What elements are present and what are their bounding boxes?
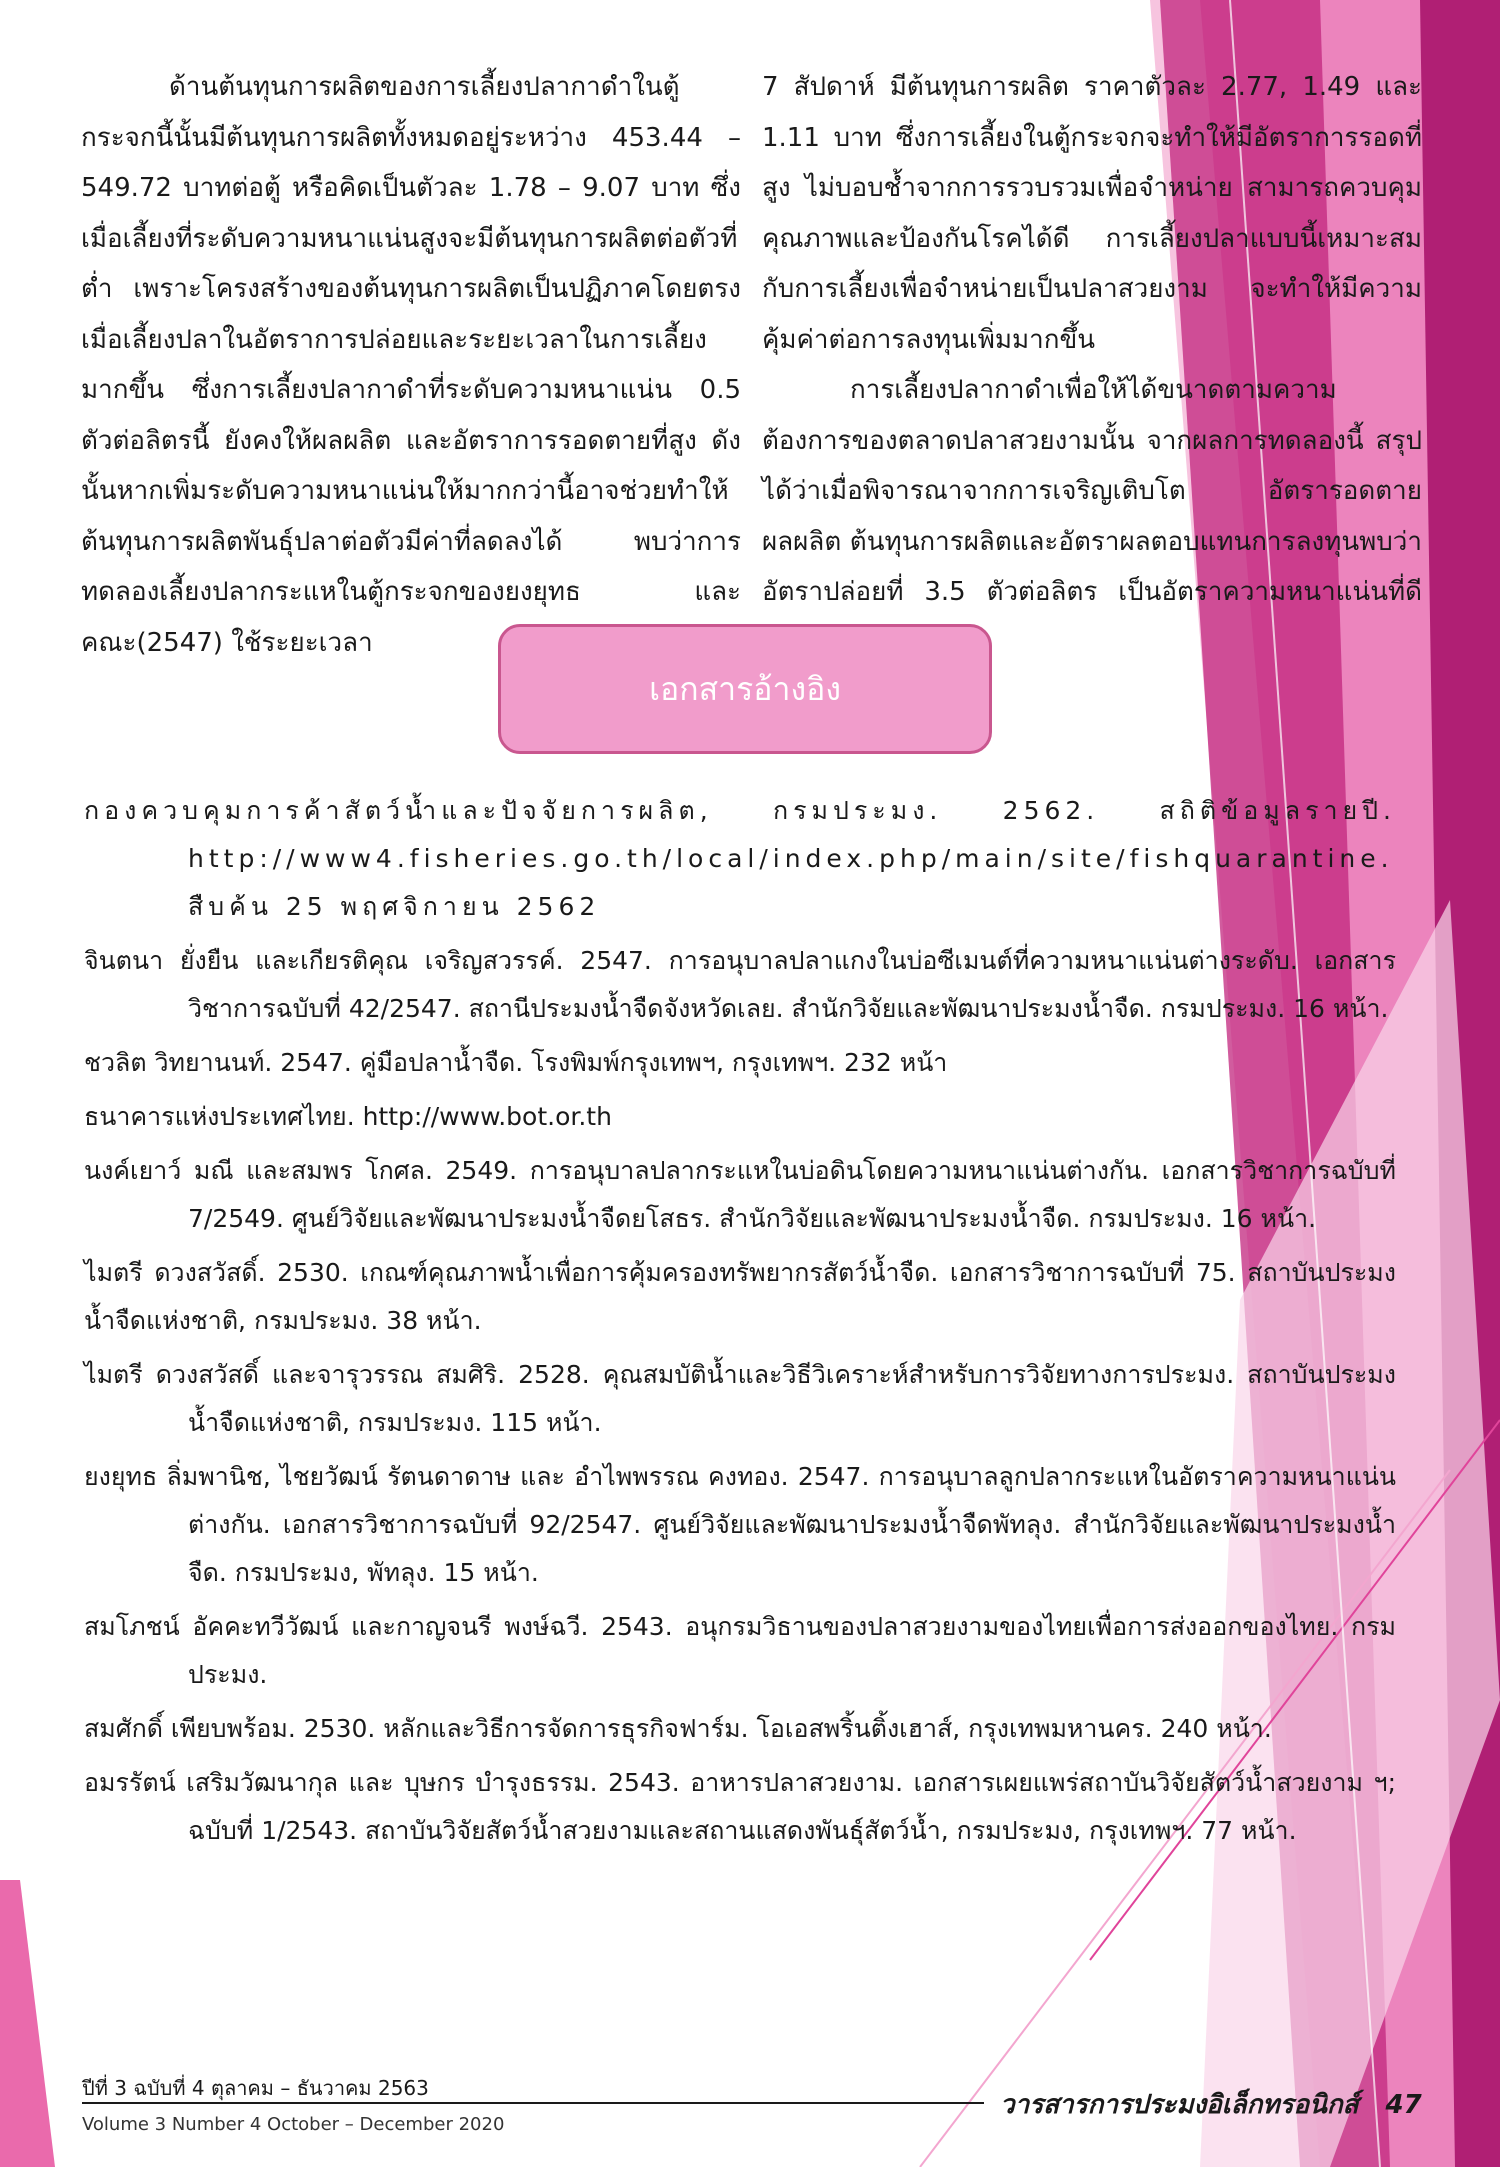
- reference-item: ชวลิต วิทยานนท์. 2547. คู่มือปลาน้ำจืด. โรงพิมพ์กรุงเทพฯ, กรุงเทพฯ. 232 หน้า: [84, 1048, 948, 1077]
- reference-item: สมศักดิ์ เพียบพร้อม. 2530. หลักและวิธีการจัดการธุรกิจฟาร์ม. โอเอสพริ้นติ้งเฮาส์, กรุงเทพมหานคร. 240 หน้า.: [84, 1714, 1272, 1743]
- reference-item: ไมตรี ดวงสวัสดิ์ และจารุวรรณ สมศิริ. 2528. คุณสมบัติน้ำและวิธีวิเคราะห์สำหรับการวิจัยทางการประมง. สถาบันประมงน้ำจืดแห่งชาติ, กรมประมง. 115 หน้า.: [84, 1360, 1396, 1437]
- paragraph: 7 สัปดาห์ มีต้นทุนการผลิต ราคาตัวละ 2.77, 1.49 และ 1.11 บาท ซึ่งการเลี้ยงในตู้กระจกจะทำให้มีอัตราการรอดที่สูง ไม่บอบช้ำจากการรวบรวมเพื่อจำหน่าย สามารถควบคุมคุณภาพและป้องกันโรคได้ดี การเลี้ยงปลาแบบนี้เหมาะสมกับการเลี้ยงเพื่อจำหน่ายเป็นปลาสวยงาม จะทำให้มีความคุ้มค่าต่อการลงทุนเพิ่มมากขึ้น: [762, 72, 1422, 355]
- reference-item: นงค์เยาว์ มณี และสมพร โกศล. 2549. การอนุบาลปลากระแหในบ่อดินโดยความหนาแน่นต่างกัน. เอกสารวิชาการฉบับที่ 7/2549. ศูนย์วิจัยและพัฒนาประมงน้ำจืดยโสธร. สำนักวิจัยและพัฒนาประมงน้ำจืด. กรมประมง. 16 หน้า.: [84, 1156, 1396, 1233]
- paragraph: การเลี้ยงปลากาดำเพื่อให้ได้ขนาดตามความต้องการของตลาดปลาสวยงามนั้น จากผลการทดลองนี้ สรุปได้ว่าเมื่อพิจารณาจากการเจริญเติบโต อัตรารอดตาย ผลผลิต ต้นทุนการผลิตและอัตราผลตอบแทนการลงทุนพบว่า อัตราปล่อยที่ 3.5 ตัวต่อลิตร เป็นอัตราความหนาแน่นที่ดี: [762, 375, 1422, 607]
- body-column-left: [81, 62, 741, 668]
- body-column-right: [762, 62, 1422, 668]
- reference-item: จินตนา ยั่งยืน และเกียรติคุณ เจริญสวรรค์. 2547. การอนุบาลปลาแกงในบ่อซีเมนต์ที่ความหนาแน่นต่างระดับ. เอกสารวิชาการฉบับที่ 42/2547. สถานีประมงน้ำจืดจังหวัดเลย. สำนักวิจัยและพัฒนาประมงน้ำจืด. กรมประมง. 16 หน้า.: [84, 946, 1396, 1023]
- page-number: 47: [1385, 2090, 1422, 2120]
- reference-item: ยงยุทธ ลิ่มพานิช, ไชยวัฒน์ รัตนดาดาษ และ อำไพพรรณ คงทอง. 2547. การอนุบาลลูกปลากระแหในอัตราความหนาแน่นต่างกัน. เอกสารวิชาการฉบับที่ 92/2547. ศูนย์วิจัยและพัฒนาประมงน้ำจืดพัทลุง. สำนักวิจัยและพัฒนาประมงน้ำจืด. กรมประมง, พัทลุง. 15 หน้า.: [84, 1462, 1396, 1587]
- footer-issue-english: Volume 3 Number 4 October – December 2020: [82, 2114, 505, 2135]
- footer-journal: [1000, 2084, 1422, 2125]
- decor-left-accent: [0, 1880, 55, 2167]
- references-list: [84, 787, 1396, 1861]
- journal-name: วารสารการประมงอิเล็กทรอนิกส์: [1000, 2090, 1359, 2120]
- reference-item: สมโภชน์ อัคคะทวีวัฒน์ และกาญจนรี พงษ์ฉวี. 2543. อนุกรมวิธานของปลาสวยงามของไทยเพื่อการส่งออกของไทย. กรมประมง.: [84, 1612, 1396, 1689]
- footer-issue-thai: ปีที่ 3 ฉบับที่ 4 ตุลาคม – ธันวาคม 2563: [82, 2076, 429, 2100]
- reference-item: ไมตรี ดวงสวัสดิ์. 2530. เกณฑ์คุณภาพน้ำเพื่อการคุ้มครองทรัพยากรสัตว์น้ำจืด. เอกสารวิชาการฉบับที่ 75. สถาบันประมงน้ำจืดแห่งชาติ, กรมประมง. 38 หน้า.: [84, 1258, 1396, 1335]
- reference-item: ธนาคารแห่งประเทศไทย. http://www.bot.or.th: [84, 1102, 612, 1131]
- paragraph: ด้านต้นทุนการผลิตของการเลี้ยงปลากาดำในตู้กระจกนี้นั้นมีต้นทุนการผลิตทั้งหมดอยู่ระหว่าง 453.44 – 549.72 บาทต่อตู้ หรือคิดเป็นตัวละ 1.78 – 9.07 บาท ซึ่งเมื่อเลี้ยงที่ระดับความหนาแน่นสูงจะมีต้นทุนการผลิตต่อตัวที่ต่ำ เพราะโครงสร้างของต้นทุนการผลิตเป็นปฏิภาคโดยตรงเมื่อเลี้ยงปลาในอัตราการปล่อยและระยะเวลาในการเลี้ยงมากขึ้น ซึ่งการเลี้ยงปลากาดำที่ระดับความหนาแน่น 0.5 ตัวต่อลิตรนี้ ยังคงให้ผลผลิต และอัตราการรอดตายที่สูง ดังนั้นหากเพิ่มระดับความหนาแน่นให้มากกว่านี้อาจช่วยทำให้ต้นทุนการผลิตพันธุ์ปลาต่อตัวมีค่าที่ลดลงได้ พบว่าการทดลองเลี้ยงปลากระแหในตู้กระจกของยงยุทธ และคณะ(2547) ใช้ระยะเวลา: [81, 72, 741, 658]
- footer-divider: [82, 2102, 984, 2104]
- reference-item: กองควบคุมการค้าสัตว์น้ำและปัจจัยการผลิต, กรมประมง. 2562. สถิติข้อมูลรายปี. http://www4.fisheries.go.th/local/index.php/main/site/fishquarantine. สืบค้น 25 พฤศจิกายน 2562: [84, 796, 1396, 921]
- references-heading-box: [498, 624, 992, 754]
- reference-item: อมรรัตน์ เสริมวัฒนากุล และ บุษกร บำรุงธรรม. 2543. อาหารปลาสวยงาม. เอกสารเผยแพร่สถาบันวิจัยสัตว์น้ำสวยงาม ฯ; ฉบับที่ 1/2543. สถาบันวิจัยสัตว์น้ำสวยงามและสถานแสดงพันธุ์สัตว์น้ำ, กรมประมง, กรุงเทพฯ. 77 หน้า.: [84, 1768, 1396, 1845]
- references-heading: เอกสารอ้างอิง: [649, 669, 841, 708]
